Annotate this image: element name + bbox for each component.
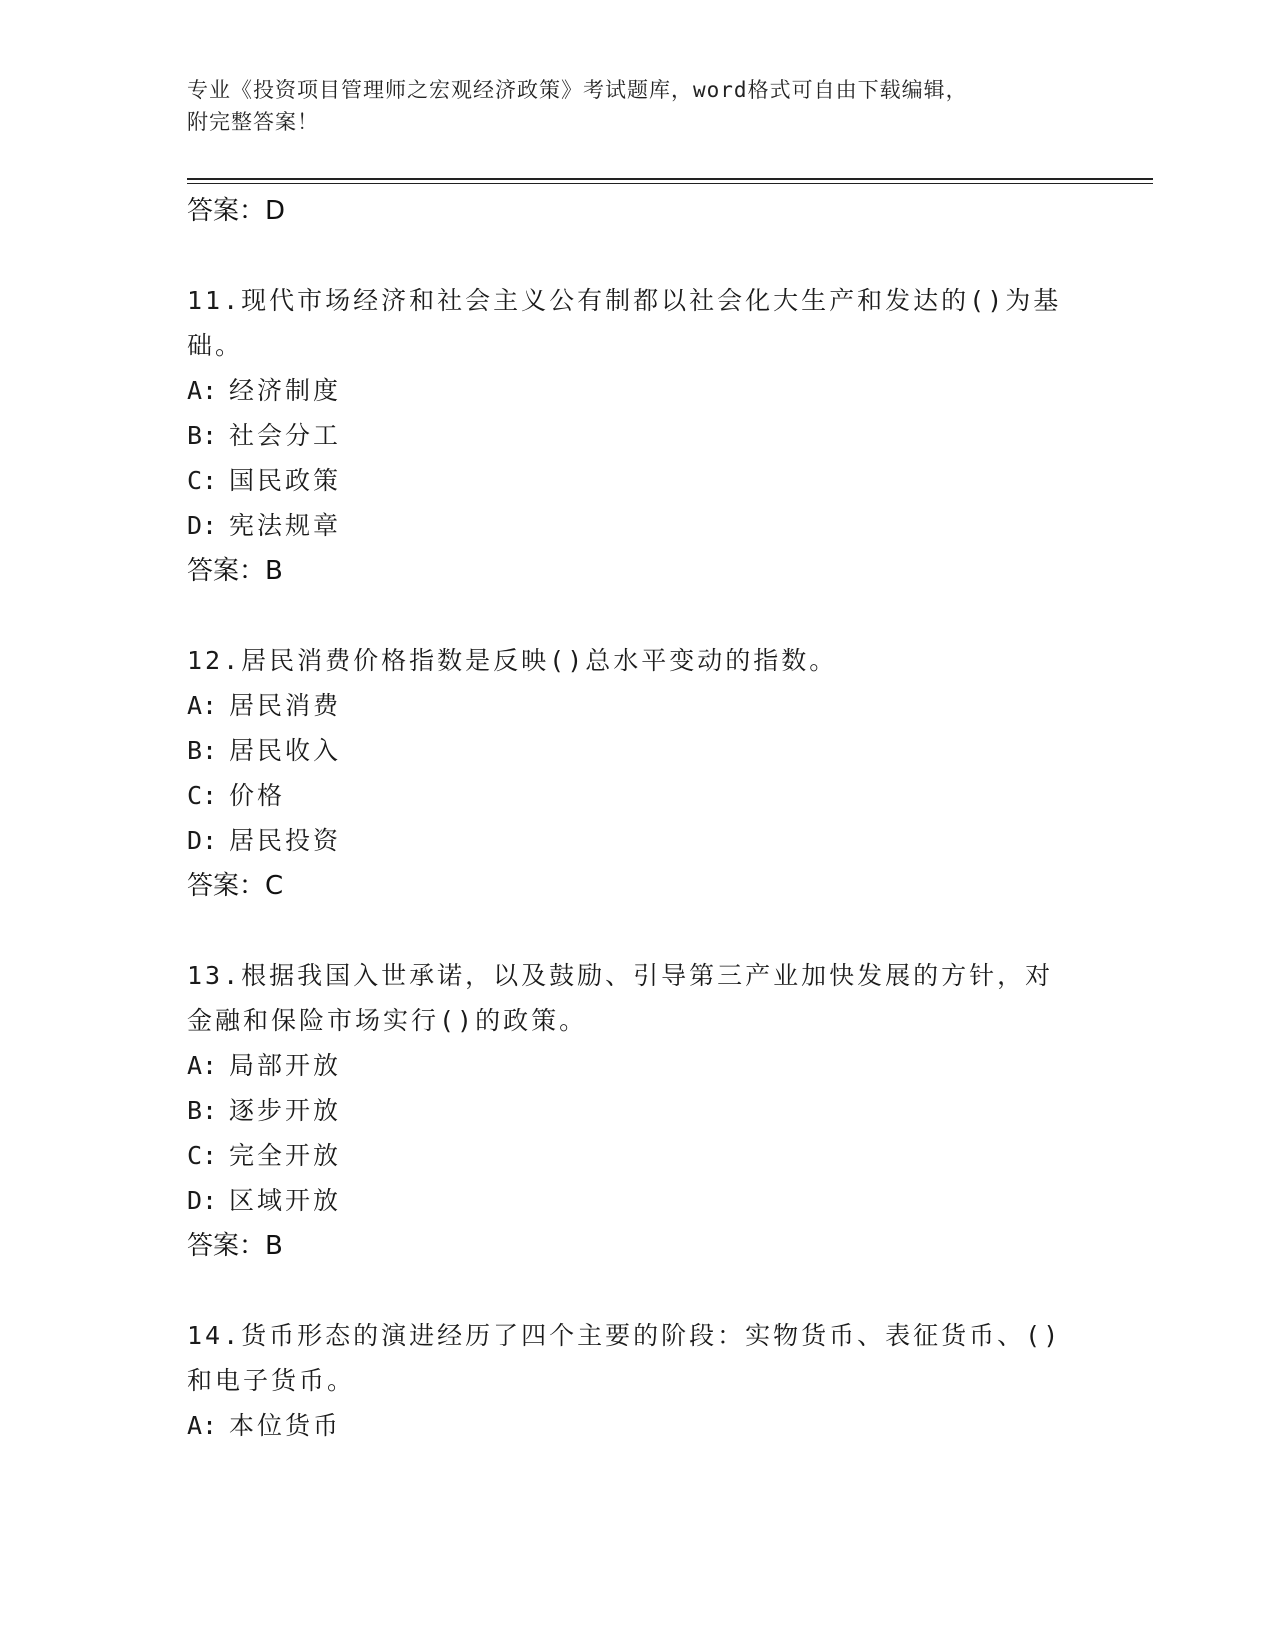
option-text: 居民消费 (229, 691, 342, 720)
option-text: 区域开放 (229, 1186, 342, 1215)
option-c (187, 458, 1077, 503)
spacer (187, 1269, 1077, 1313)
option-key: B: (187, 736, 218, 765)
answer: 答案：C (187, 871, 284, 901)
option-key: B: (187, 421, 218, 450)
header-rule-thin (187, 183, 1153, 184)
option-text: 价格 (229, 781, 286, 810)
question-block (187, 953, 1077, 1269)
previous-answer: 答案：D (187, 196, 286, 226)
option-d (187, 1178, 1077, 1223)
answer: 答案：B (187, 1231, 283, 1261)
option-a (187, 683, 1077, 728)
option-key: A: (187, 691, 218, 720)
option-c (187, 1133, 1077, 1178)
question-text: 13.根据我国入世承诺，以及鼓励、引导第三产业加快发展的方针，对金融和保险市场实行()的政策。 (187, 961, 1054, 1035)
option-text: 社会分工 (229, 421, 342, 450)
spacer (187, 234, 1077, 278)
option-key: D: (187, 1186, 218, 1215)
option-text: 宪法规章 (229, 511, 342, 540)
spacer (187, 594, 1077, 638)
option-text: 逐步开放 (229, 1096, 342, 1125)
option-key: A: (187, 376, 218, 405)
option-key: D: (187, 826, 218, 855)
question-block (187, 638, 1077, 909)
option-d (187, 503, 1077, 548)
option-text: 局部开放 (229, 1051, 342, 1080)
option-a (187, 1043, 1077, 1088)
option-c (187, 773, 1077, 818)
option-key: C: (187, 1141, 218, 1170)
option-key: D: (187, 511, 218, 540)
option-key: C: (187, 466, 218, 495)
option-text: 居民收入 (229, 736, 342, 765)
question-block (187, 1313, 1077, 1448)
spacer (187, 909, 1077, 953)
question-text: 12.居民消费价格指数是反映()总水平变动的指数。 (187, 646, 838, 675)
option-text: 居民投资 (229, 826, 342, 855)
option-key: C: (187, 781, 218, 810)
option-b (187, 1088, 1077, 1133)
option-key: B: (187, 1096, 218, 1125)
option-key: A: (187, 1051, 218, 1080)
header-line-2: 附完整答案！ (187, 110, 319, 134)
option-d (187, 818, 1077, 863)
question-block (187, 278, 1077, 594)
option-a (187, 368, 1077, 413)
option-key: A: (187, 1411, 218, 1440)
option-a (187, 1403, 1077, 1448)
question-text: 11.现代市场经济和社会主义公有制都以社会化大生产和发达的()为基础。 (187, 286, 1062, 360)
option-text: 本位货币 (229, 1411, 342, 1440)
document-header (187, 74, 1067, 138)
header-rule-thick (187, 178, 1153, 180)
header-line-1: 专业《投资项目管理师之宏观经济政策》考试题库，word格式可自由下载编辑， (187, 78, 968, 102)
option-text: 经济制度 (229, 376, 342, 405)
answer: 答案：B (187, 556, 283, 586)
option-text: 完全开放 (229, 1141, 342, 1170)
option-text: 国民政策 (229, 466, 342, 495)
option-b (187, 413, 1077, 458)
question-list (187, 188, 1077, 1448)
question-text: 14.货币形态的演进经历了四个主要的阶段：实物货币、表征货币、()和电子货币。 (187, 1321, 1062, 1395)
option-b (187, 728, 1077, 773)
